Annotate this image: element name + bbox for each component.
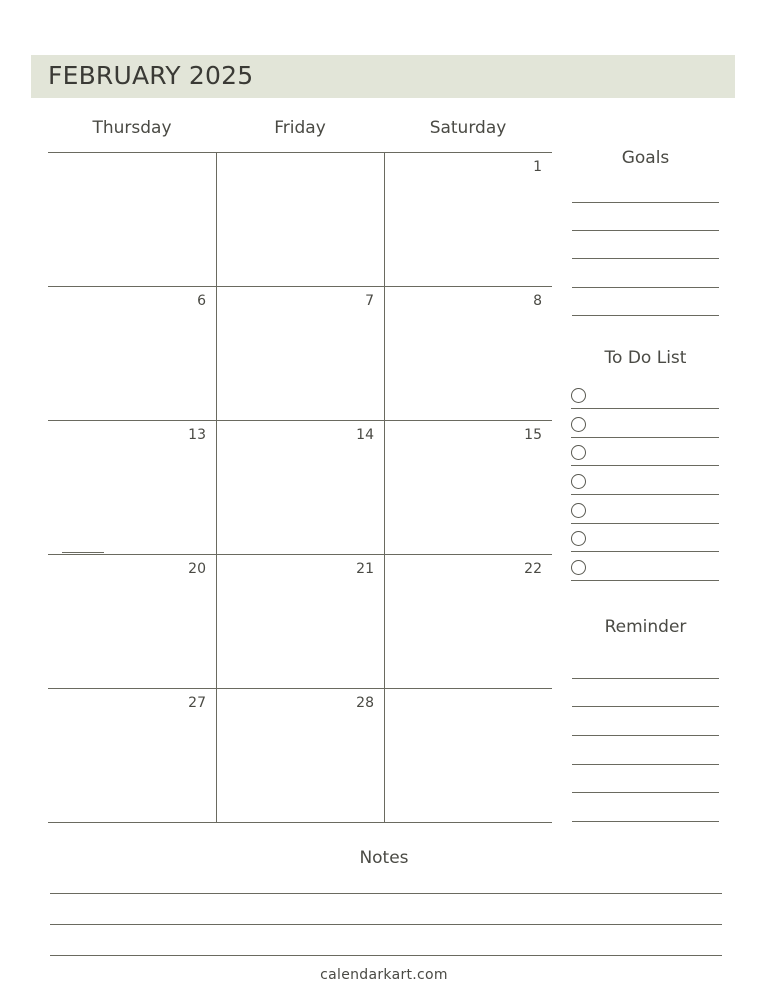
todo-title: To Do List (604, 348, 687, 368)
todo-item[interactable] (570, 445, 719, 474)
todo-line (571, 551, 719, 552)
todo-line (571, 494, 719, 495)
decorative-mark (62, 552, 104, 553)
day-cell[interactable] (384, 554, 552, 688)
day-cell[interactable] (216, 286, 384, 420)
day-number: 6 (197, 293, 206, 309)
goals-line[interactable] (572, 258, 719, 259)
day-number: 22 (524, 561, 542, 577)
checkbox-circle-icon[interactable] (571, 388, 586, 403)
goals-title: Goals (621, 148, 670, 168)
reminder-line[interactable] (572, 735, 719, 736)
day-cell[interactable] (216, 152, 384, 286)
day-number: 8 (533, 293, 542, 309)
day-number: 13 (188, 427, 206, 443)
day-number: 14 (356, 427, 374, 443)
checkbox-circle-icon[interactable] (571, 531, 586, 546)
goals-line[interactable] (572, 230, 719, 231)
todo-item[interactable] (570, 417, 719, 446)
goals-line[interactable] (572, 287, 719, 288)
todo-line (571, 437, 719, 438)
day-cell[interactable] (48, 554, 216, 688)
notes-line[interactable] (50, 893, 722, 894)
checkbox-circle-icon[interactable] (571, 445, 586, 460)
day-number: 28 (356, 695, 374, 711)
goals-line[interactable] (572, 202, 719, 203)
day-number: 15 (524, 427, 542, 443)
grid-line (48, 822, 552, 823)
notes-title: Notes (359, 848, 409, 868)
checkbox-circle-icon[interactable] (571, 560, 586, 575)
day-header-saturday: Saturday (429, 118, 507, 138)
day-cell[interactable] (384, 688, 552, 822)
notes-line[interactable] (50, 955, 722, 956)
reminder-line[interactable] (572, 706, 719, 707)
day-cell[interactable] (48, 152, 216, 286)
day-cell[interactable] (384, 286, 552, 420)
todo-item[interactable] (570, 474, 719, 503)
day-cell[interactable] (384, 152, 552, 286)
day-cell[interactable] (216, 554, 384, 688)
day-cell[interactable] (48, 420, 216, 554)
todo-item[interactable] (570, 531, 719, 560)
reminder-line[interactable] (572, 821, 719, 822)
todo-line (571, 408, 719, 409)
day-number: 21 (356, 561, 374, 577)
calendar-grid (48, 152, 552, 822)
reminder-line[interactable] (572, 764, 719, 765)
notes-line[interactable] (50, 924, 722, 925)
checkbox-circle-icon[interactable] (571, 474, 586, 489)
reminder-line[interactable] (572, 678, 719, 679)
todo-line (571, 465, 719, 466)
day-cell[interactable] (48, 286, 216, 420)
day-cell[interactable] (48, 688, 216, 822)
checkbox-circle-icon[interactable] (571, 503, 586, 518)
day-number: 7 (365, 293, 374, 309)
todo-item[interactable] (570, 503, 719, 532)
todo-line (571, 523, 719, 524)
footer-site-link[interactable]: calendarkart.com (320, 967, 448, 983)
goals-line[interactable] (572, 315, 719, 316)
reminder-line[interactable] (572, 792, 719, 793)
day-number: 20 (188, 561, 206, 577)
todo-item[interactable] (570, 560, 719, 589)
day-cell[interactable] (216, 420, 384, 554)
todo-item[interactable] (570, 388, 719, 417)
page-title: FEBRUARY 2025 (48, 61, 254, 90)
checkbox-circle-icon[interactable] (571, 417, 586, 432)
todo-line (571, 580, 719, 581)
day-number: 27 (188, 695, 206, 711)
day-header-friday: Friday (274, 118, 326, 138)
reminder-title: Reminder (604, 617, 687, 637)
day-cell[interactable] (384, 420, 552, 554)
day-cell[interactable] (216, 688, 384, 822)
day-header-thursday: Thursday (92, 118, 172, 138)
day-number: 1 (533, 159, 542, 175)
